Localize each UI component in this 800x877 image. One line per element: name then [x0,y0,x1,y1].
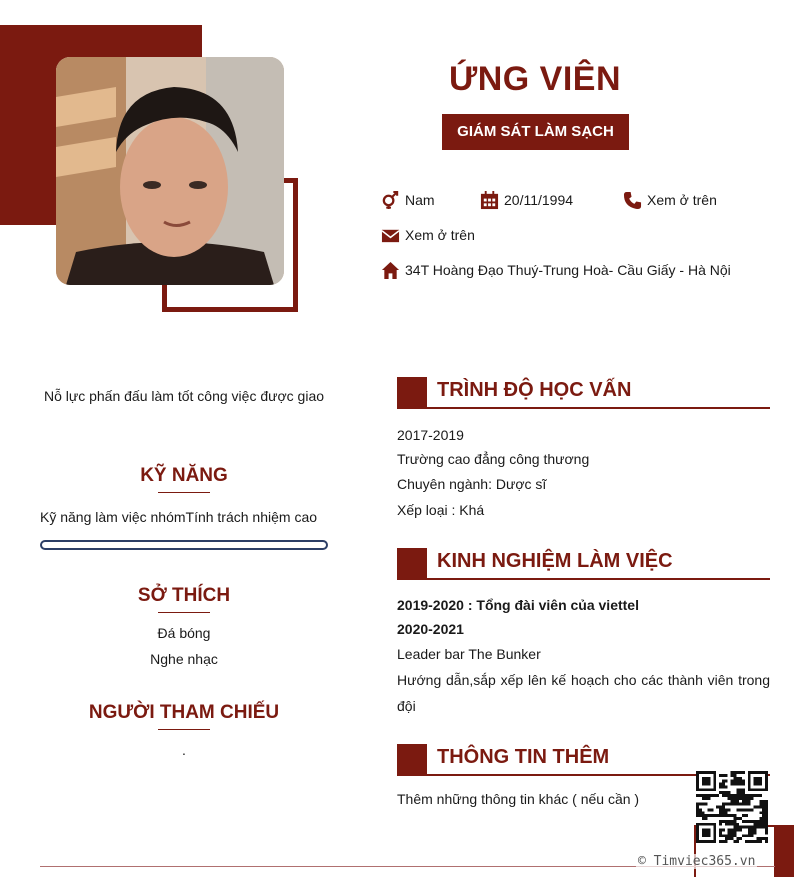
hobbies-title-underline [158,612,210,613]
experience-title: KINH NGHIỆM LÀM VIỆC [437,550,673,572]
experience-entry-1: 2019-2020 : Tổng đài viên của viettel [397,597,639,613]
education-school: Trường cao đẳng công thương [397,451,590,467]
additional-text: Thêm những thông tin khác ( nếu cần ) [397,791,640,807]
candidate-name: ỨNG VIÊN [448,60,621,98]
education-grade: Xếp loại : Khá [397,502,485,518]
section-marker [397,744,427,776]
skills-title-underline [158,492,210,493]
hobby-item: Nghe nhạc [150,651,218,667]
qr-code [696,771,768,843]
experience-section-header [397,548,770,580]
phone-icon [622,190,642,210]
decorative-corner-fill [774,825,794,877]
references-text: . [182,742,186,758]
envelope-icon [380,225,400,245]
section-marker [397,548,427,580]
skills-title: KỸ NĂNG [140,465,228,486]
section-divider [427,407,770,409]
calendar-icon [479,190,499,210]
email-info [380,225,475,245]
watermark: © Timviec365.vn [638,854,756,869]
references-title-underline [158,729,210,730]
section-divider [427,578,770,580]
section-marker [397,377,427,409]
skill-level-bar [40,540,328,550]
gender-icon [380,190,400,210]
phone-value: Xem ở trên [647,192,717,208]
home-icon [380,260,400,280]
experience-entry-2-role: Leader bar The Bunker [397,646,541,662]
job-title-badge: GIÁM SÁT LÀM SẠCH [442,114,629,150]
gender-value: Nam [405,192,435,208]
references-title: NGƯỜI THAM CHIẾU [88,702,280,723]
career-objective: Nỗ lực phấn đấu làm tốt công việc được giao [43,388,325,404]
education-major: Chuyên ngành: Dược sĩ [397,476,547,492]
education-section-header [397,377,770,409]
birthday-info [479,190,573,210]
address-info [380,260,731,280]
phone-info [622,190,717,210]
experience-entry-2-description: Hướng dẫn,sắp xếp lên kế hoạch cho các thành viên trong đội [397,672,770,714]
education-title: TRÌNH ĐỘ HỌC VẤN [437,379,632,401]
profile-photo [56,57,284,285]
hobby-item: Đá bóng [157,625,211,641]
hobbies-title: SỞ THÍCH [137,585,231,606]
email-value: Xem ở trên [405,227,475,243]
skills-text: Kỹ năng làm việc nhómTính trách nhiệm cao [40,509,318,525]
education-years: 2017-2019 [397,427,464,443]
birthday-value: 20/11/1994 [504,192,574,208]
additional-title: THÔNG TIN THÊM [437,746,610,768]
address-value: 34T Hoàng Đạo Thuý-Trung Hoà- Cầu Giấy - Hà Nội [405,262,731,278]
gender-info [380,190,435,210]
experience-entry-2-period: 2020-2021 [397,621,464,637]
